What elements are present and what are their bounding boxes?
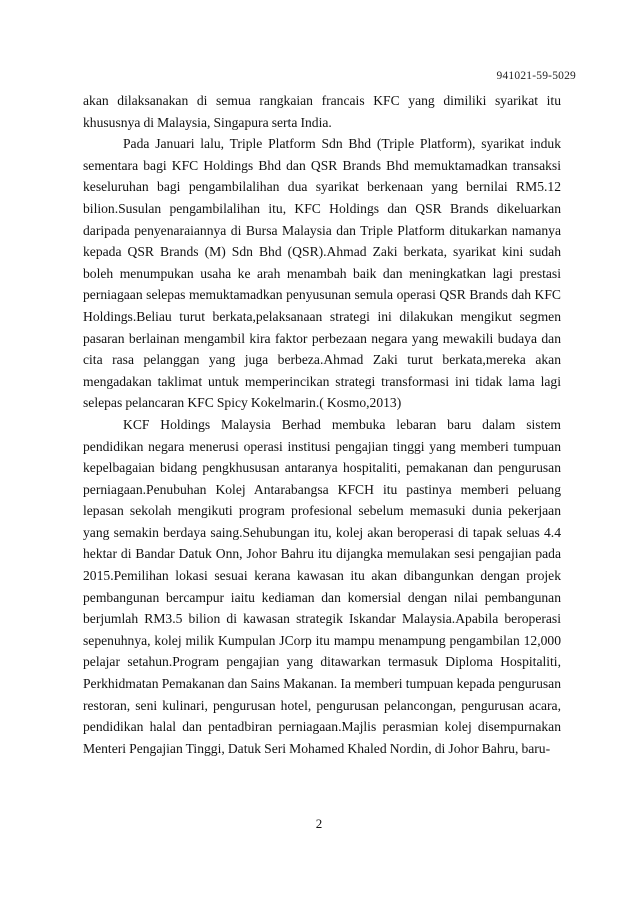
paragraph-triple-platform: Pada Januari lalu, Triple Platform Sdn Bhd (Triple Platform), syarikat induk sementara bagi KFC Holdings Bhd dan QSR Brands Bhd memuktamadkan transaksi keseluruhan bagi pengambilalihan dua syarikat berkenaan yang bernilai RM5.12 bilion.Susulan pengambilalihan itu, KFC Holdings dan QSR Brands dikeluarkan daripada penyenaraiannya di Bursa Malaysia dan Triple Platform ditukarkan namanya kepada QSR Brands (M) Sdn Bhd (QSR).Ahmad Zaki berkata, syarikat kini sudah boleh menumpukan usaha ke arah menambah baik dan meningkatkan lagi prestasi perniagaan selepas memuktamadkan penyusunan semula operasi QSR Brands dah KFC Holdings.Beliau turut berkata,pelaksanaan strategi ini dilakukan mengikut segmen pasaran berlainan mengambil kira faktor perbezaan negara yang mewakili budaya dan cita rasa pelanggan yang juga berbeza.Ahmad Zaki turut berkata,mereka akan mengadakan taklimat untuk memperincikan strategi transformasi ini tidak lama lagi selepas pelancaran KFC Spicy Kokelmarin.( Kosmo,2013)	[83, 136, 561, 411]
body-text	[83, 90, 561, 759]
page-number: 2	[315, 816, 323, 831]
document-code: 941021-59-5029	[496, 70, 576, 82]
paragraph-kolej-kfch: KCF Holdings Malaysia Berhad membuka lebaran baru dalam sistem pendidikan negara menerusi operasi institusi pengajian tinggi yang memberi tumpuan kepelbagaian bidang pengkhususan antaranya hospitaliti, pemakanan dan pengurusan perniagaan.Penubuhan Kolej Antarabangsa KFCH itu pastinya memberi peluang lepasan sekolah mengikuti program profesional sebelum memasuki dunia pekerjaan yang semakin berdaya saing.Sehubungan itu, kolej akan beroperasi di tapak seluas 4.4 hektar di Bandar Datuk Onn, Johor Bahru itu dijangka memulakan sesi pengajian pada 2015.Pemilihan lokasi sesuai kerana kawasan itu akan dibangunkan dengan projek pembangunan bercampur iaitu kediaman dan komersial dengan nilai pembangunan berjumlah RM3.5 bilion di kawasan strategik Iskandar Malaysia.Apabila beroperasi sepenuhnya, kolej milik Kumpulan JCorp itu mampu menampung pengambilan 12,000 pelajar setahun.Program pengajian yang ditawarkan termasuk Diploma Hospitaliti, Perkhidmatan Pemakanan dan Sains Makanan. Ia memberi tumpuan kepada pengurusan restoran, seni kulinari, pengurusan hotel, pengurusan pelancongan, pengurusan acara, pendidikan halal dan pentadbiran perniagaan.Majlis perasmian kolej disempurnakan Menteri Pengajian Tinggi, Datuk Seri Mohamed Khaled Nordin, di Johor Bahru, baru-	[83, 416, 561, 756]
paragraph-continuation: akan dilaksanakan di semua rangkaian francais KFC yang dimiliki syarikat itu khususnya di Malaysia, Singapura serta India.	[83, 93, 561, 130]
